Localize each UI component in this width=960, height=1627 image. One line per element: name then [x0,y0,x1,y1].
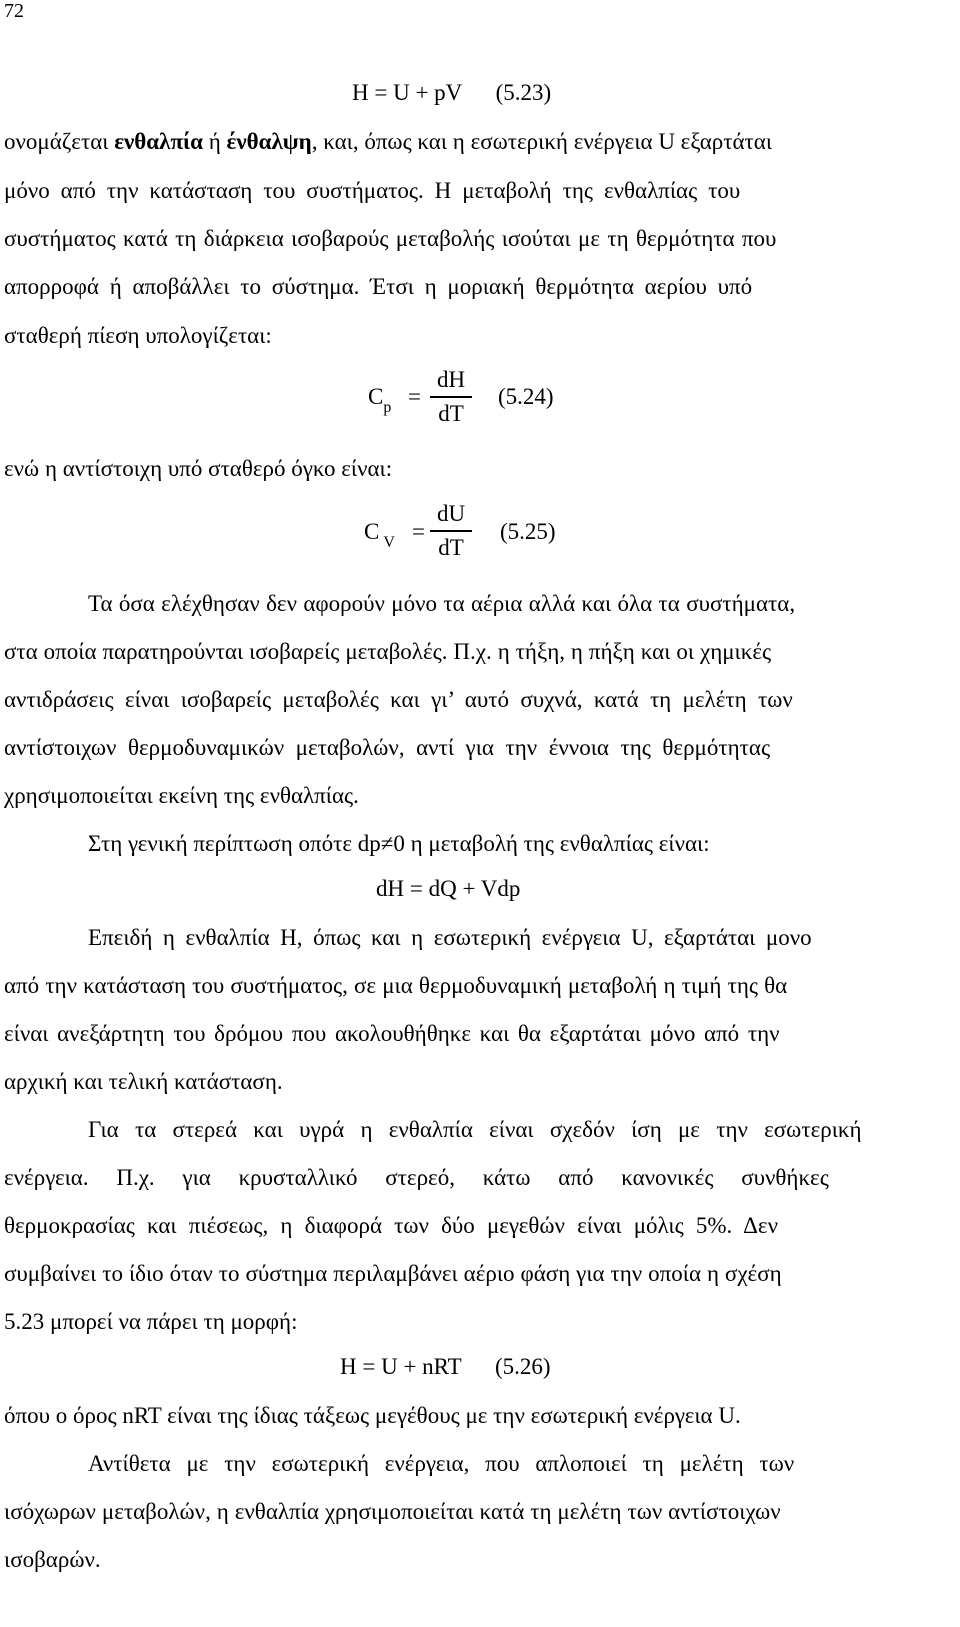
text-run: 0 η μεταβολή της ενθαλπίας είναι: [393,831,710,856]
paragraph-line: ισόχωρων μεταβολών, η ενθαλπία χρησιμοποιείται κατά τη μελέτη των αντίστοιχων [4,1499,781,1524]
paragraph-line [88,830,710,858]
equation-text: H = U + pV [352,80,462,105]
subscript-p: p [383,399,392,416]
equals-sign: = [412,519,425,544]
text-run: ή [203,129,227,154]
numerator: dU [436,501,466,526]
symbol-c: C [368,384,384,409]
paragraph-line: Τα όσα ελέχθησαν δεν αφορούν μόνο τα αέρια αλλά και όλα τα συστήματα, [88,591,796,616]
equation-number: (5.24) [498,384,554,409]
paragraph-line: όπου ο όρος nRT είναι της ίδιας τάξεως μεγέθους με την εσωτερική ενέργεια U. [4,1403,741,1428]
term-enthalpsi: ένθαλψη [226,129,312,154]
paragraph-line: Για τα στερεά και υγρά η ενθαλπία είναι σχεδόν ίση με την εσωτερική [88,1117,862,1142]
paragraph-line: αντιδράσεις είναι ισοβαρείς μεταβολές και γι’ αυτό συχνά, κατά τη μελέτη των [4,687,793,712]
denominator: dT [438,400,464,426]
numerator: dH [436,367,466,392]
fraction [430,500,472,562]
fraction-bar [430,530,472,532]
equation-dh: dH = dQ + Vdp [376,876,521,901]
paragraph-line: αρχική και τελική κατάσταση. [4,1069,283,1094]
paragraph-line: αντίστοιχων θερμοδυναμικών μεταβολών, αντί για την έννοια της θερμότητας [4,735,771,760]
equation-text: H = U + nRT [340,1354,462,1379]
paragraph-line: στα οποία παρατηρούνται ισοβαρείς μεταβολές. Π.χ. η τήξη, η πήξη και οι χημικές [4,639,772,664]
paragraph-line: ενέργεια. Π.χ. για κρυσταλλικό στερεό, κάτω από κανονικές συνθήκες [4,1165,829,1190]
text-run: , και, όπως και η εσωτερική ενέργεια U εξαρτάται [311,129,773,154]
equation-lhs [368,384,392,416]
symbol-c: C [364,519,380,544]
paragraph-line [4,128,956,156]
page-number: 72 [4,0,24,22]
equation-5-26 [340,1354,551,1380]
paragraph-line: θερμοκρασίας και πιέσεως, η διαφορά των δύο μεγεθών είναι μόλις 5%. Δεν [4,1213,778,1238]
paragraph-line: Επειδή η ενθαλπία H, όπως και η εσωτερική ενέργεια U, εξαρτάται μονο [88,925,812,950]
paragraph-line: είναι ανεξάρτητη του δρόμου που ακολουθήθηκε και θα εξαρτάται μόνο από την [4,1021,780,1046]
paragraph-line: μόνο από την κατάσταση του συστήματος. Η μεταβολή της ενθαλπίας του [4,178,741,203]
line-text [4,128,772,156]
equation-5-23 [352,80,551,106]
equation-number: (5.23) [495,80,552,105]
equation-number: (5.25) [500,519,556,544]
text-run: ονομάζεται [4,129,115,154]
denominator: dT [438,534,464,560]
paragraph-line: από την κατάσταση του συστήματος, σε μια θερμοδυναμική μεταβολή η τιμή της θα [4,973,788,998]
paragraph-line: ισοβαρών. [4,1547,101,1572]
paragraph-line: συστήματος κατά τη διάρκεια ισοβαρούς μεταβολής ισούται με τη θερμότητα που [4,226,777,251]
fraction [430,366,472,428]
paragraph-line: συμβαίνει το ίδιο όταν το σύστημα περιλαμβάνει αέριο φάση για την οποία η σχέση [4,1261,782,1286]
fraction-bar [430,396,472,398]
paragraph-line: Αντίθετα με την εσωτερική ενέργεια, που απλοποιεί τη μελέτη των [88,1451,795,1476]
paragraph-line: 5.23 μπορεί να πάρει τη μορφή: [4,1309,298,1334]
text-run: Στη γενική περίπτωση οπότε dp [88,831,381,856]
not-equal-sign: ≠ [380,831,394,856]
paragraph-line: ενώ η αντίστοιχη υπό σταθερό όγκο είναι: [4,456,393,481]
equation-number: (5.26) [495,1354,551,1379]
paragraph-line: χρησιμοποιείται εκείνη της ενθαλπίας. [4,783,359,808]
subscript-v: V [383,534,395,551]
equals-sign: = [408,384,421,409]
equation-lhs [364,519,395,551]
paragraph-line: σταθερή πίεση υπολογίζεται: [4,323,272,348]
paragraph-line: απορροφά ή αποβάλλει το σύστημα. Έτσι η μοριακή θερμότητα αερίου υπό [4,274,753,299]
term-enthalpy: ενθαλπία [114,129,204,154]
